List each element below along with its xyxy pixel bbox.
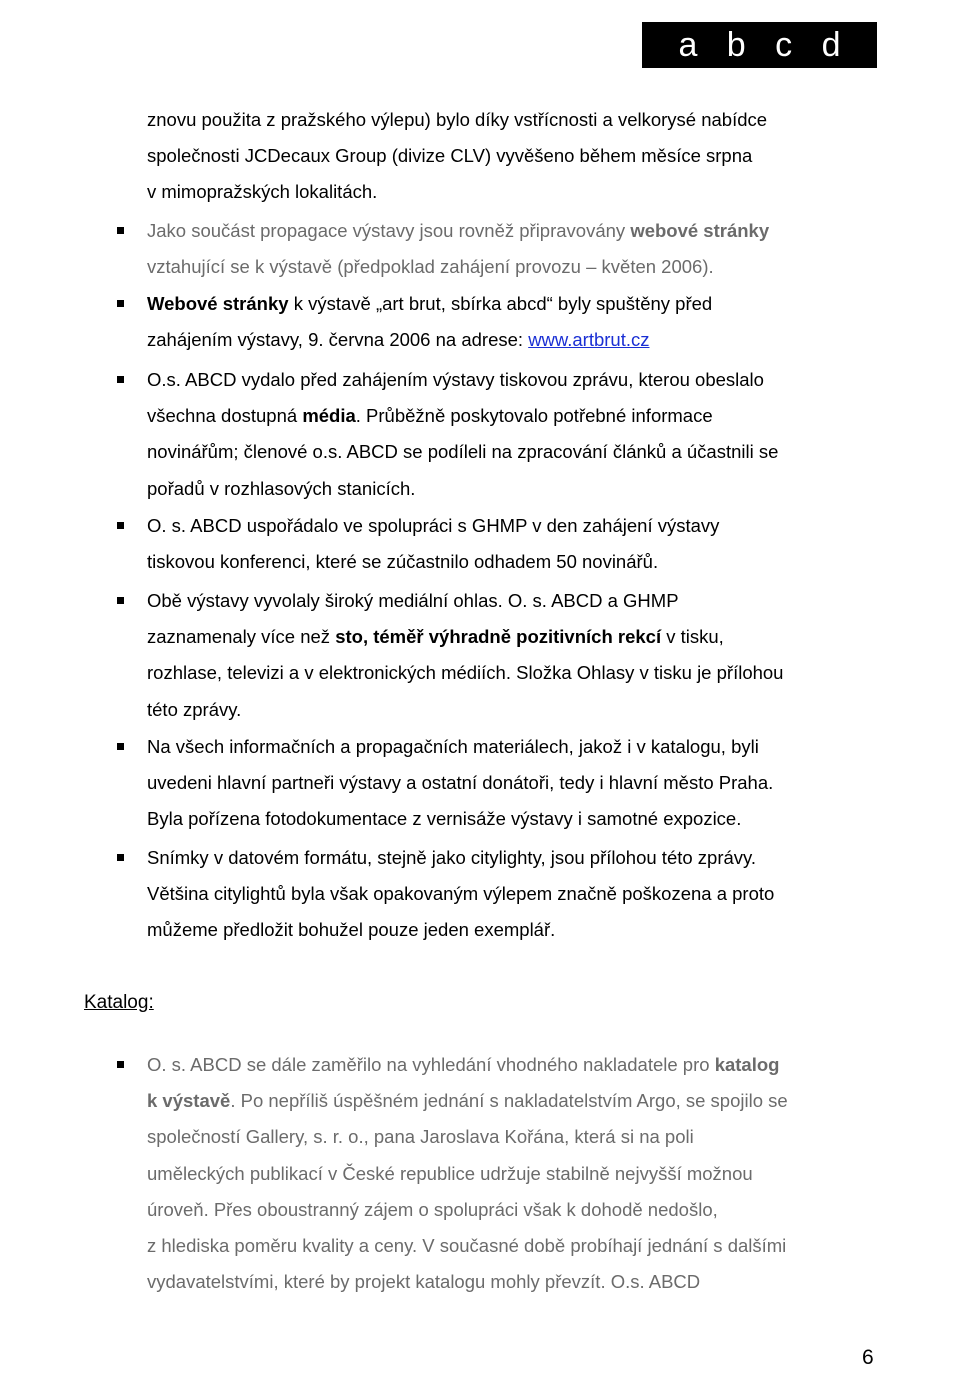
bold-text: média	[302, 405, 356, 427]
text: Obě výstavy vyvolaly široký mediální ohlas. O. s. ABCD a GHMP	[147, 590, 679, 611]
bullet-marker	[117, 376, 124, 383]
bullet-media-response	[147, 583, 887, 728]
text: úroveň. Přes oboustranný zájem o spolupráci však k dohodě nedošlo,	[147, 1198, 718, 1220]
text: Jako součást propagace výstavy jsou rovněž připravovány	[147, 220, 631, 241]
text: pořadů v rozhlasových stanicích.	[147, 477, 416, 499]
artbrut-link[interactable]: www.artbrut.cz	[528, 329, 650, 351]
text: . Po nepříliš úspěšném jednání s nakladatelstvím Argo, se spojilo se	[230, 1090, 788, 1112]
bullet-photos	[147, 840, 887, 949]
text: zahájením výstavy, 9. června 2006 na adrese:	[147, 329, 529, 351]
text: uvedeni hlavní partneři výstavy a ostatní donátoři, tedy i hlavní město Praha.	[147, 772, 774, 794]
text: k výstavě „art brut, sbírka abcd“ byly spuštěny před	[288, 293, 713, 314]
bullet-press-release	[147, 362, 887, 507]
text: můžeme předložit bohužel pouze jeden exemplář.	[147, 919, 556, 941]
abcd-logo: a b c d	[642, 22, 877, 68]
text: vztahující se k výstavě (předpoklad zahájení provozu – květen 2006).	[147, 256, 714, 278]
line: znovu použita z pražského výlepu) bylo díky vstřícnosti a velkorysé nabídce	[147, 109, 768, 130]
bullet-marker	[117, 300, 124, 307]
line: společnosti JCDecaux Group (divize CLV) vyvěšeno během měsíce srpna	[147, 145, 753, 167]
text: této zprávy.	[147, 698, 242, 720]
intro-paragraph	[147, 102, 887, 211]
page-number: 6	[862, 1346, 874, 1369]
text: společností Gallery, s. r. o., pana Jaroslava Kořána, která si na poli	[147, 1126, 694, 1148]
bullet-press-conference	[147, 508, 887, 580]
bullet-marker	[117, 1061, 124, 1068]
text: v tisku,	[661, 626, 724, 648]
bullet-marker	[117, 743, 124, 750]
bullet-marker	[117, 597, 124, 604]
text: rozhlase, televizi a v elektronických médiích. Složka Ohlasy v tisku je přílohou	[147, 662, 784, 684]
bullet-web-launched	[147, 286, 887, 358]
text: novinářům; členové o.s. ABCD se podíleli na zpracování článků a účastnili se	[147, 441, 779, 463]
section-heading-katalog: Katalog:	[84, 992, 154, 1013]
bullet-marker	[117, 227, 124, 234]
bold-text: webové stránky	[630, 220, 770, 241]
text: uměleckých publikací v České republice udržuje stabilně nejvyšší možnou	[147, 1162, 753, 1184]
text: O.s. ABCD vydalo před zahájením výstavy tiskovou zprávu, kterou obeslalo	[147, 369, 764, 390]
text: Na všech informačních a propagačních materiálech, jakož i v katalogu, byli	[147, 736, 759, 757]
text: zaznamenaly více než	[147, 626, 336, 648]
bold-text: k výstavě	[147, 1090, 231, 1112]
text: Snímky v datovém formátu, stejně jako citylighty, jsou přílohou této zprávy.	[147, 847, 757, 868]
bold-text: sto, téměř výhradně pozitivních rekcí	[335, 626, 662, 648]
text: tiskovou konferenci, které se zúčastnilo odhadem 50 novinářů.	[147, 551, 659, 573]
bullet-marker	[117, 854, 124, 861]
text: vydavatelstvími, které by projekt katalogu mohly převzít. O.s. ABCD	[147, 1271, 701, 1293]
text: z hlediska poměru kvality a ceny. V současné době probíhají jednání s dalšími	[147, 1235, 787, 1257]
bullet-partners	[147, 729, 887, 838]
text: Většina citylightů byla však opakovaným výlepem značně poškozena a proto	[147, 883, 775, 905]
text: všechna dostupná	[147, 405, 303, 427]
bold-text: katalog	[714, 1054, 780, 1075]
bold-text: Webové stránky	[147, 293, 289, 314]
bullet-marker	[117, 522, 124, 529]
line: v mimopražských lokalitách.	[147, 181, 378, 203]
bullet-catalog	[147, 1047, 887, 1300]
text: O. s. ABCD se dále zaměřilo na vyhledání vhodného nakladatele pro	[147, 1054, 715, 1075]
text: O. s. ABCD uspořádalo ve spolupráci s GHMP v den zahájení výstavy	[147, 515, 720, 536]
text: . Průběžně poskytovalo potřebné informace	[355, 405, 713, 427]
bullet-web-preparation	[147, 213, 887, 285]
text: Byla pořízena fotodokumentace z vernisáže výstavy i samotné expozice.	[147, 808, 742, 830]
